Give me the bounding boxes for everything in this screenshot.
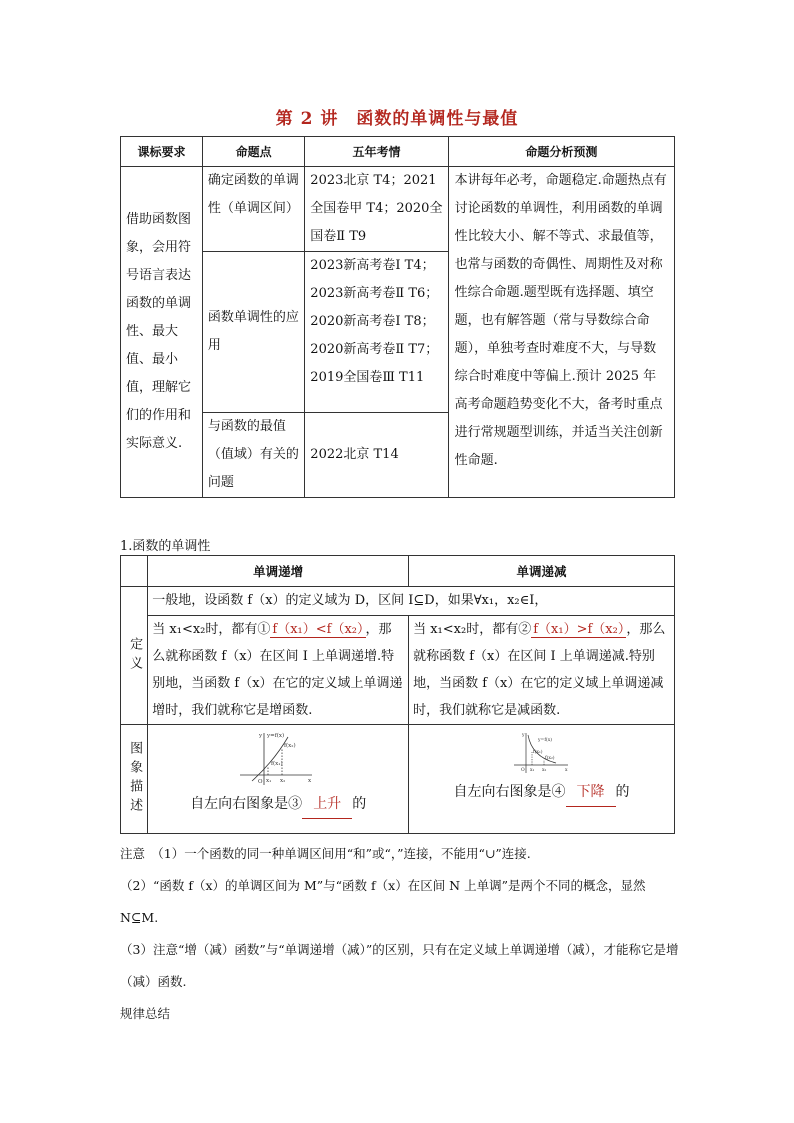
inc-def-pre: 当 x₁<x₂时，都有① [152, 622, 271, 637]
common-definition: 一般地，设函数 f（x）的定义域为 D，区间 I⊆D，如果∀x₁，x₂∈I， [148, 587, 675, 616]
point-cell: 与函数的最值（值域）有关的问题 [202, 413, 304, 498]
notes-block [120, 838, 680, 1030]
dec-cap-post: 的 [615, 784, 630, 800]
increasing-curve [252, 737, 288, 781]
side-label-definition: 定义 [121, 587, 148, 725]
label-y: y [521, 733, 525, 738]
label-fx1: f(x₁) [271, 761, 283, 767]
exam-cell: 2022北京 T14 [305, 413, 448, 498]
increasing-caption [152, 791, 404, 819]
label-fx2: f(x₂) [284, 743, 296, 749]
label-x: x [564, 768, 568, 773]
label-x1: x₁ [529, 768, 534, 773]
dec-cap-answer: 下降 [566, 779, 616, 807]
curve-label: y=f(x) [537, 738, 552, 743]
side-label-graph: 图象描述 [121, 725, 148, 834]
note-1: 注意 （1）一个函数的同一种单调区间用“和”或“，”连接，不能用“∪”连接. [120, 846, 531, 861]
increasing-graph [238, 731, 318, 787]
header-requirement: 课标要求 [121, 137, 203, 167]
header-exams: 五年考情 [305, 137, 448, 167]
decreasing-definition [409, 616, 675, 725]
label-x2: x₂ [280, 778, 286, 784]
monotonicity-table [120, 555, 675, 834]
increasing-definition [148, 616, 409, 725]
overview-table [120, 136, 675, 498]
inc-cap-answer: 上升 [302, 791, 352, 819]
header-analysis: 命题分析预测 [448, 137, 674, 167]
label-x1: x₁ [266, 778, 272, 784]
point-cell: 函数单调性的应用 [202, 252, 304, 413]
section-heading: 1.函数的单调性 [120, 539, 211, 554]
decreasing-graph-cell [409, 725, 675, 834]
analysis-cell: 本讲每年必考，命题稳定.命题热点有讨论函数的单调性，利用函数的单调性比较大小、解不等式、求最值等，也常与函数的奇偶性、周期性及对称性综合命题.题型既有选择题、填空题，也有解答题（常与导数综合命题），单独考查时难度不大，与导数综合时难度中等偏上.预计 2025 年高考命题趋势变化不大，备考时重点进行常规题型训练，并适当关注创新性命题. [448, 167, 674, 498]
inc-cap-post: 的 [352, 796, 367, 812]
dec-cap-pre: 自左向右图象是④ [453, 784, 566, 800]
requirement-cell: 借助函数图象，会用符号语言表达函数的单调性、最大值、最小值，理解它们的作用和实际意义. [121, 167, 203, 498]
exam-cell: 2023新高考卷Ⅰ T4；2023新高考卷Ⅱ T6；2020新高考卷Ⅰ T8；2020新高考卷Ⅱ T7；2019全国卷Ⅲ T11 [305, 252, 448, 413]
header-points: 命题点 [202, 137, 304, 167]
inc-def-post: ，那么就称函数 f（x）在区间 I 上单调递增.特别地，当函数 f（x）在它的定义域上单调递增时，我们就称它是增函数. [152, 622, 403, 718]
header-decreasing: 单调递减 [409, 556, 675, 587]
note-3: （3）注意“增（减）函数”与“单调递增（减）”的区别，只有在定义域上单调递增（减），才能称它是增（减）函数. [120, 942, 679, 989]
decreasing-caption [413, 779, 670, 807]
exam-cell: 2023北京 T4；2021全国卷甲 T4；2020全国卷Ⅱ T9 [305, 167, 448, 252]
curve-label: y=f(x) [267, 733, 285, 739]
point-cell: 确定函数的单调性（单调区间） [202, 167, 304, 252]
label-x2: x₂ [541, 768, 546, 773]
header-increasing: 单调递增 [148, 556, 409, 587]
note-2: （2）“函数 f（x）的单调区间为 M”与“函数 f（x）在区间 N 上单调”是两个不同的概念，显然 N⊆M. [120, 878, 646, 925]
label-origin: O [258, 779, 263, 785]
label-origin: O [520, 768, 525, 773]
inc-def-answer: f（x₁）<f（x₂） [272, 622, 364, 637]
decreasing-graph [512, 731, 572, 775]
page-title: 第 2 讲 函数的单调性与最值 [275, 109, 519, 129]
label-x: x [308, 778, 312, 784]
label-fx1: f(x₁) [532, 750, 543, 755]
dec-def-answer: f（x₁）>f（x₂） [533, 622, 625, 637]
increasing-graph-cell [148, 725, 409, 834]
summary-heading: 规律总结 [120, 1006, 171, 1021]
dec-def-post: ，那么就称函数 f（x）在区间 I 上单调递减.特别地，当函数 f（x）在它的定义域上单调递减时，我们就称它是减函数. [413, 622, 666, 718]
label-fx2: f(x₂) [544, 756, 555, 761]
dec-def-pre: 当 x₁<x₂时，都有② [413, 622, 532, 637]
label-y: y [259, 733, 263, 739]
inc-cap-pre: 自左向右图象是③ [190, 796, 303, 812]
corner-cell [121, 556, 148, 587]
